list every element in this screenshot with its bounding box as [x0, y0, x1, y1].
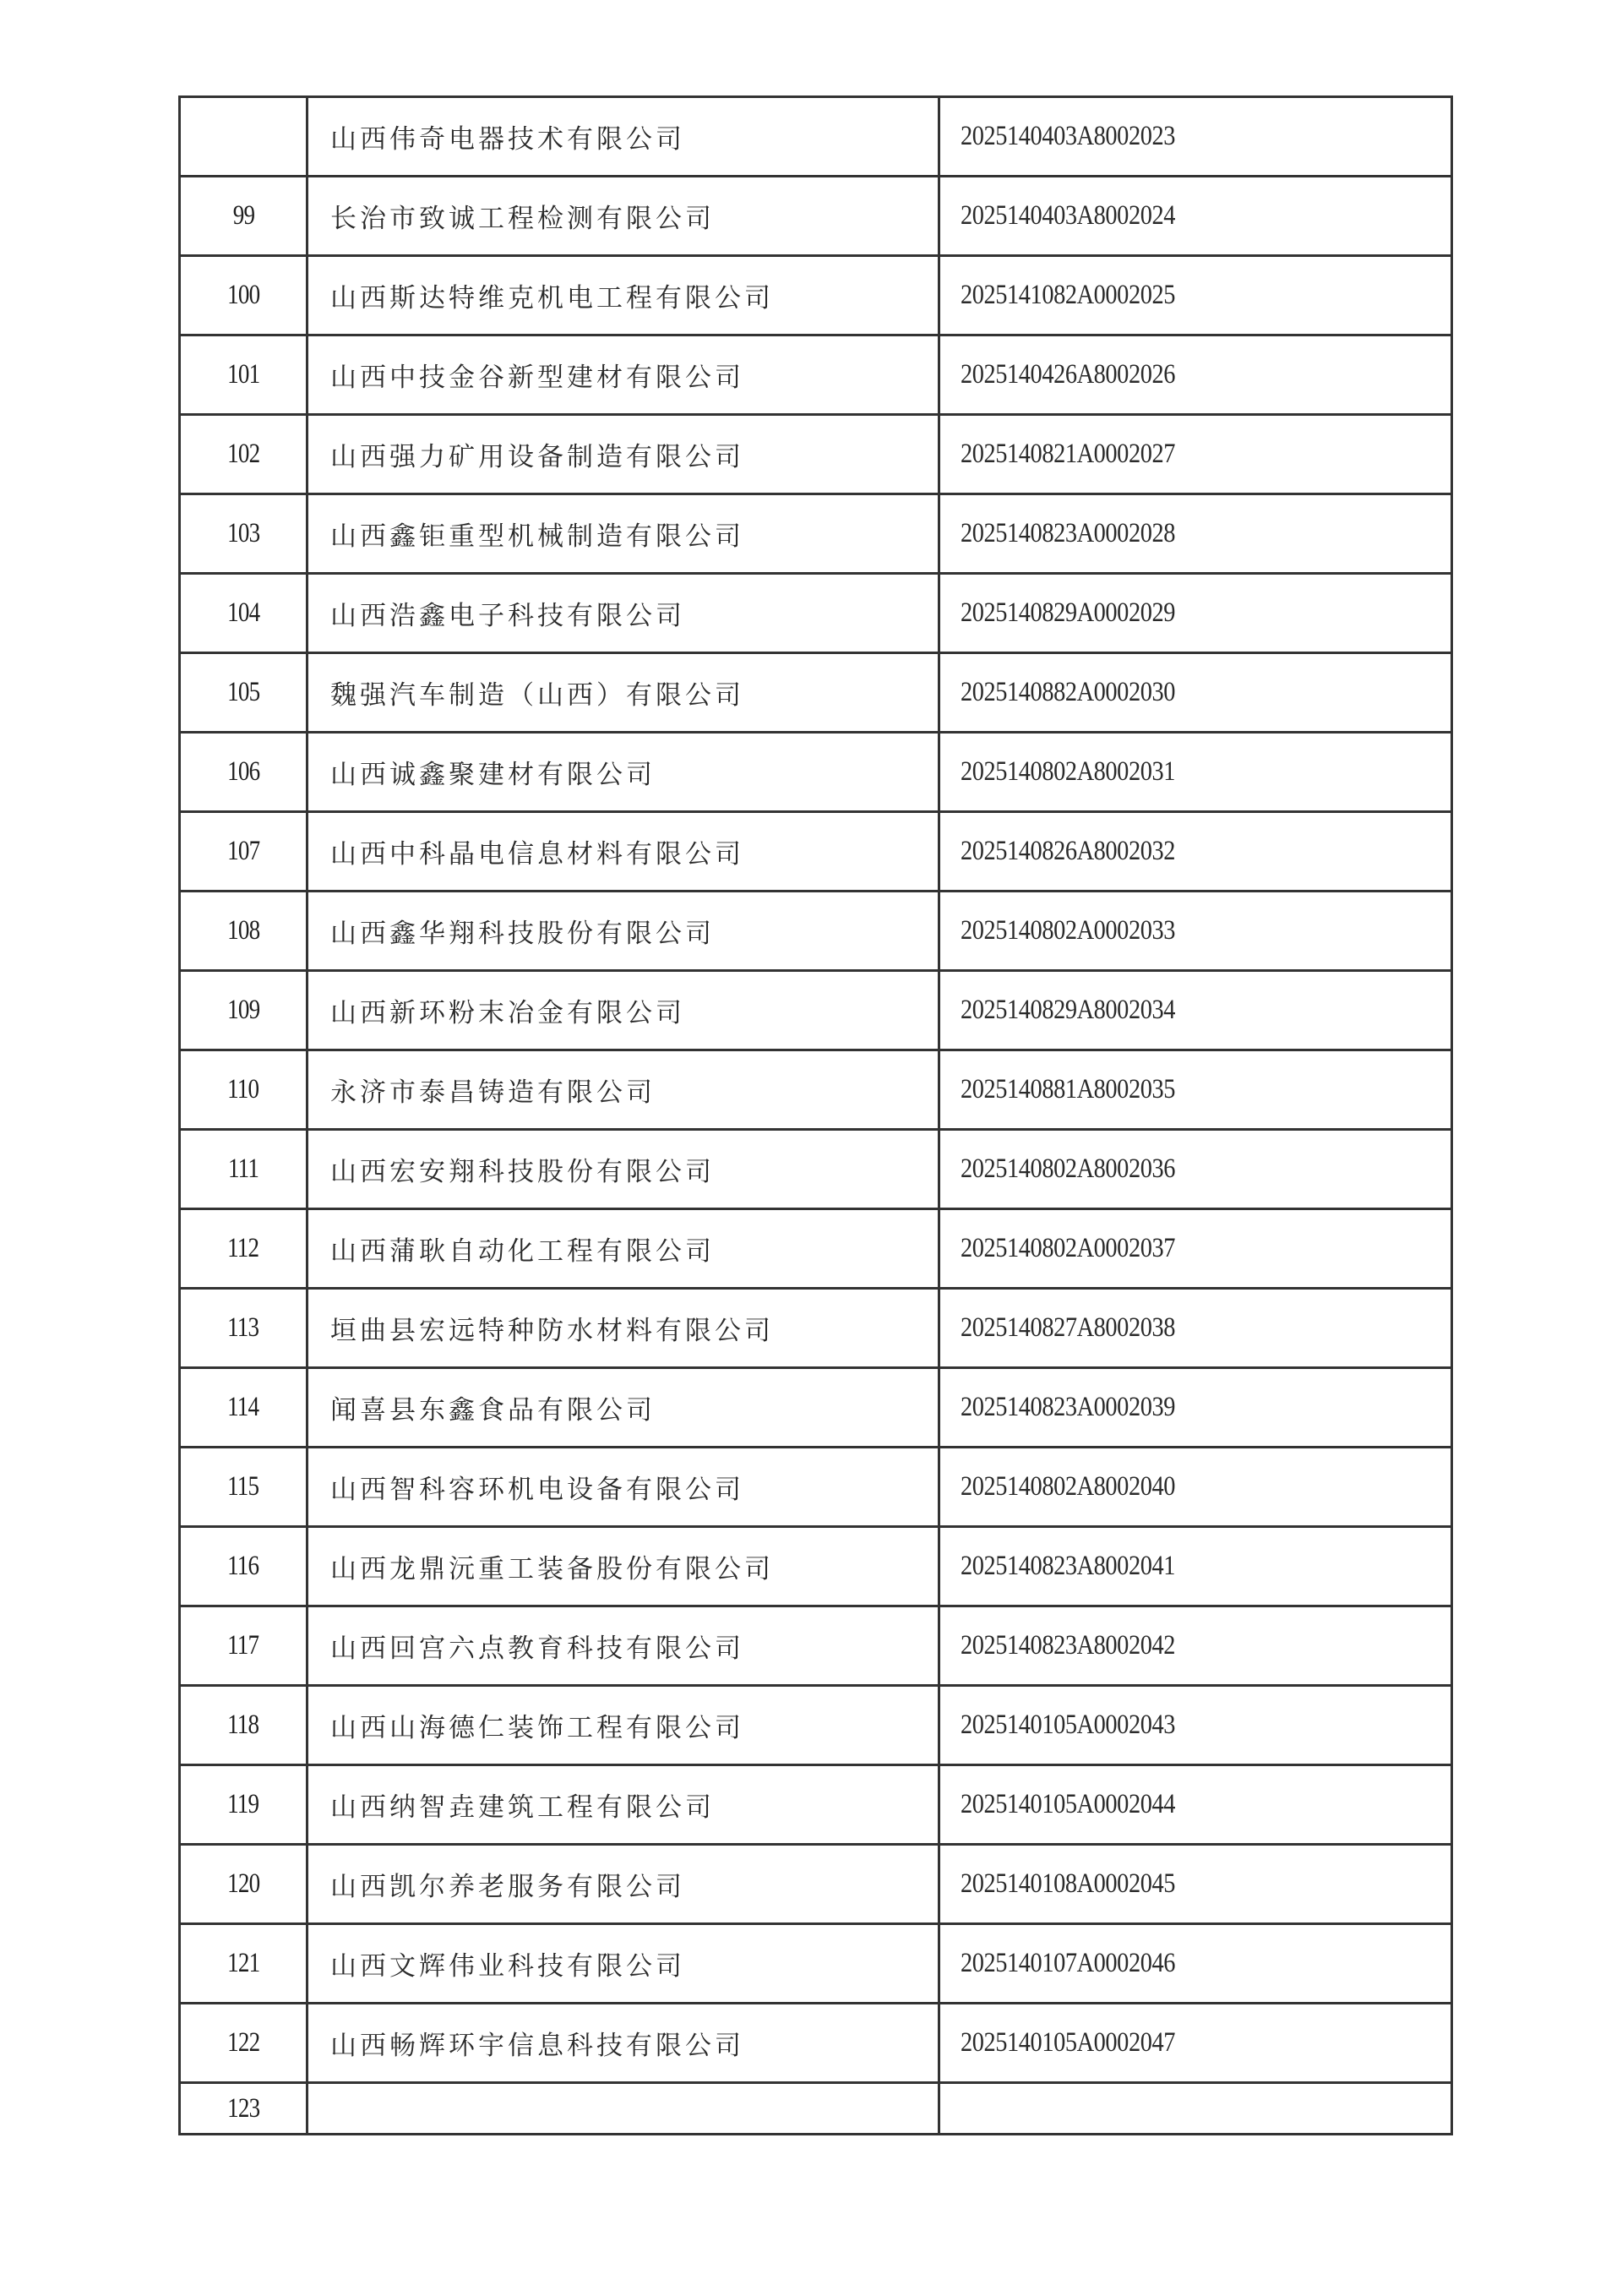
table-row	[180, 177, 1452, 256]
company-list-table	[178, 95, 1453, 2135]
row-number: 114	[227, 1392, 259, 1422]
registration-code-cell	[939, 335, 1452, 415]
row-number: 122	[226, 2027, 260, 2058]
row-number-cell	[180, 812, 308, 892]
company-name: 闻喜县东鑫食品有限公司	[308, 1368, 939, 1448]
table-row	[180, 1686, 1452, 1765]
table-row	[180, 1050, 1452, 1130]
company-name: 山西智科容环机电设备有限公司	[308, 1448, 939, 1527]
company-name: 山西回宫六点教育科技有限公司	[308, 1606, 939, 1686]
table-row	[180, 1606, 1452, 1686]
row-number: 109	[226, 995, 260, 1025]
registration-code-cell	[939, 1289, 1452, 1368]
registration-code-cell	[939, 1209, 1452, 1289]
row-number-cell	[180, 653, 308, 733]
registration-code: 2025140105A0002047	[961, 2027, 1175, 2058]
registration-code: 2025140802A8002031	[961, 756, 1175, 787]
table-row	[180, 256, 1452, 335]
table-row	[180, 2083, 1452, 2135]
registration-code-cell	[939, 494, 1452, 574]
table-row	[180, 415, 1452, 494]
registration-code-cell	[939, 2083, 1452, 2135]
table-row	[180, 1368, 1452, 1448]
registration-code-cell	[939, 1606, 1452, 1686]
row-number-cell	[180, 494, 308, 574]
row-number: 118	[227, 1710, 259, 1740]
row-number-cell	[180, 1448, 308, 1527]
registration-code-cell	[939, 1130, 1452, 1209]
table-row	[180, 653, 1452, 733]
registration-code: 2025140802A0002033	[961, 915, 1175, 946]
company-name: 山西鑫华翔科技股份有限公司	[308, 892, 939, 971]
row-number: 111	[227, 1153, 259, 1184]
table-row	[180, 892, 1452, 971]
row-number: 108	[226, 915, 260, 946]
registration-code: 2025140107A0002046	[961, 1948, 1175, 1978]
row-number: 102	[226, 439, 260, 469]
row-number: 117	[227, 1630, 259, 1661]
registration-code-cell	[939, 177, 1452, 256]
registration-code: 2025140823A8002042	[961, 1630, 1175, 1661]
company-name: 山西诚鑫聚建材有限公司	[308, 733, 939, 812]
company-name: 山西文辉伟业科技有限公司	[308, 1924, 939, 2004]
registration-code: 2025140881A8002035	[961, 1074, 1175, 1104]
row-number: 115	[227, 1471, 259, 1502]
table-row	[180, 971, 1452, 1050]
registration-code-cell	[939, 892, 1452, 971]
registration-code: 2025140802A8002036	[961, 1153, 1175, 1184]
registration-code: 2025140802A0002037	[961, 1233, 1175, 1263]
table-row	[180, 97, 1452, 177]
table-row	[180, 335, 1452, 415]
registration-code-cell	[939, 1050, 1452, 1130]
row-number: 119	[227, 1789, 259, 1819]
company-name: 魏强汽车制造（山西）有限公司	[308, 653, 939, 733]
table-row	[180, 1527, 1452, 1606]
company-name: 长治市致诚工程检测有限公司	[308, 177, 939, 256]
row-number: 101	[226, 359, 260, 390]
company-name: 山西纳智垚建筑工程有限公司	[308, 1765, 939, 1845]
table-row	[180, 1209, 1452, 1289]
table-row	[180, 2004, 1452, 2083]
registration-code-cell	[939, 574, 1452, 653]
registration-code: 2025140826A8002032	[961, 836, 1175, 866]
row-number: 121	[226, 1948, 260, 1978]
row-number-cell	[180, 2083, 308, 2135]
row-number-cell	[180, 1686, 308, 1765]
company-name: 永济市泰昌铸造有限公司	[308, 1050, 939, 1130]
registration-code-cell	[939, 1686, 1452, 1765]
registration-code: 2025140403A8002023	[961, 121, 1175, 151]
row-number-cell	[180, 1368, 308, 1448]
row-number: 103	[226, 518, 260, 548]
company-name: 山西山海德仁装饰工程有限公司	[308, 1686, 939, 1765]
row-number-cell	[180, 1289, 308, 1368]
row-number: 120	[226, 1868, 260, 1899]
registration-code-cell	[939, 256, 1452, 335]
company-name: 山西强力矿用设备制造有限公司	[308, 415, 939, 494]
table-row	[180, 1765, 1452, 1845]
registration-code-cell	[939, 415, 1452, 494]
registration-code-cell	[939, 1368, 1452, 1448]
registration-code-cell	[939, 97, 1452, 177]
company-name: 山西中技金谷新型建材有限公司	[308, 335, 939, 415]
row-number-cell	[180, 1130, 308, 1209]
table-row	[180, 1130, 1452, 1209]
row-number-cell	[180, 1527, 308, 1606]
row-number: 100	[226, 280, 260, 310]
row-number-cell	[180, 574, 308, 653]
registration-code: 2025140426A8002026	[961, 359, 1175, 390]
row-number-cell	[180, 2004, 308, 2083]
company-name: 山西蒲耿自动化工程有限公司	[308, 1209, 939, 1289]
registration-code: 2025140829A0002029	[961, 597, 1175, 628]
table-row	[180, 733, 1452, 812]
registration-code-cell	[939, 1924, 1452, 2004]
row-number-cell	[180, 1845, 308, 1924]
registration-code-cell	[939, 812, 1452, 892]
company-name: 山西凯尔养老服务有限公司	[308, 1845, 939, 1924]
row-number-cell	[180, 97, 308, 177]
row-number: 116	[227, 1551, 259, 1581]
row-number-cell	[180, 1765, 308, 1845]
company-name: 山西浩鑫电子科技有限公司	[308, 574, 939, 653]
company-name: 山西畅辉环宇信息科技有限公司	[308, 2004, 939, 2083]
table-row	[180, 1845, 1452, 1924]
registration-code: 2025140823A0002028	[961, 518, 1175, 548]
registration-code-cell	[939, 653, 1452, 733]
row-number-cell	[180, 1606, 308, 1686]
registration-code-cell	[939, 971, 1452, 1050]
row-number: 123	[226, 2092, 260, 2124]
row-number: 106	[226, 756, 260, 787]
registration-code: 2025141082A0002025	[961, 280, 1175, 310]
table-row	[180, 812, 1452, 892]
registration-code: 2025140827A8002038	[961, 1312, 1175, 1343]
row-number-cell	[180, 733, 308, 812]
registration-code-cell	[939, 1527, 1452, 1606]
registration-code-cell	[939, 2004, 1452, 2083]
company-name	[308, 2083, 939, 2135]
row-number-cell	[180, 177, 308, 256]
registration-code: 2025140823A8002041	[961, 1551, 1175, 1581]
registration-code: 2025140105A0002043	[961, 1710, 1175, 1740]
row-number: 99	[232, 200, 254, 231]
row-number: 104	[226, 597, 260, 628]
registration-code-cell	[939, 1448, 1452, 1527]
registration-code: 2025140829A8002034	[961, 995, 1175, 1025]
table-row	[180, 494, 1452, 574]
row-number-cell	[180, 335, 308, 415]
registration-code-cell	[939, 733, 1452, 812]
registration-code-cell	[939, 1845, 1452, 1924]
row-number: 113	[227, 1312, 259, 1343]
row-number: 110	[227, 1074, 259, 1104]
row-number: 107	[226, 836, 260, 866]
registration-code: 2025140802A8002040	[961, 1471, 1175, 1502]
company-name: 山西宏安翔科技股份有限公司	[308, 1130, 939, 1209]
row-number-cell	[180, 971, 308, 1050]
row-number: 105	[226, 677, 260, 707]
table-body	[180, 97, 1452, 2135]
company-name: 山西新环粉末冶金有限公司	[308, 971, 939, 1050]
registration-code-cell	[939, 1765, 1452, 1845]
table-row	[180, 574, 1452, 653]
company-name: 山西中科晶电信息材料有限公司	[308, 812, 939, 892]
row-number-cell	[180, 892, 308, 971]
registration-code: 2025140882A0002030	[961, 677, 1175, 707]
table-row	[180, 1924, 1452, 2004]
row-number-cell	[180, 1209, 308, 1289]
company-name: 山西斯达特维克机电工程有限公司	[308, 256, 939, 335]
row-number-cell	[180, 1050, 308, 1130]
table-row	[180, 1289, 1452, 1368]
company-name: 山西龙鼎沅重工装备股份有限公司	[308, 1527, 939, 1606]
table-row	[180, 1448, 1452, 1527]
registration-code: 2025140108A0002045	[961, 1868, 1175, 1899]
row-number: 112	[227, 1233, 259, 1263]
registration-code: 2025140403A8002024	[961, 200, 1175, 231]
company-name: 山西鑫钜重型机械制造有限公司	[308, 494, 939, 574]
registration-code: 2025140105A0002044	[961, 1789, 1175, 1819]
registration-code: 2025140823A0002039	[961, 1392, 1175, 1422]
row-number-cell	[180, 1924, 308, 2004]
row-number-cell	[180, 256, 308, 335]
registration-code: 2025140821A0002027	[961, 439, 1175, 469]
row-number-cell	[180, 415, 308, 494]
company-name: 山西伟奇电器技术有限公司	[308, 97, 939, 177]
company-name: 垣曲县宏远特种防水材料有限公司	[308, 1289, 939, 1368]
